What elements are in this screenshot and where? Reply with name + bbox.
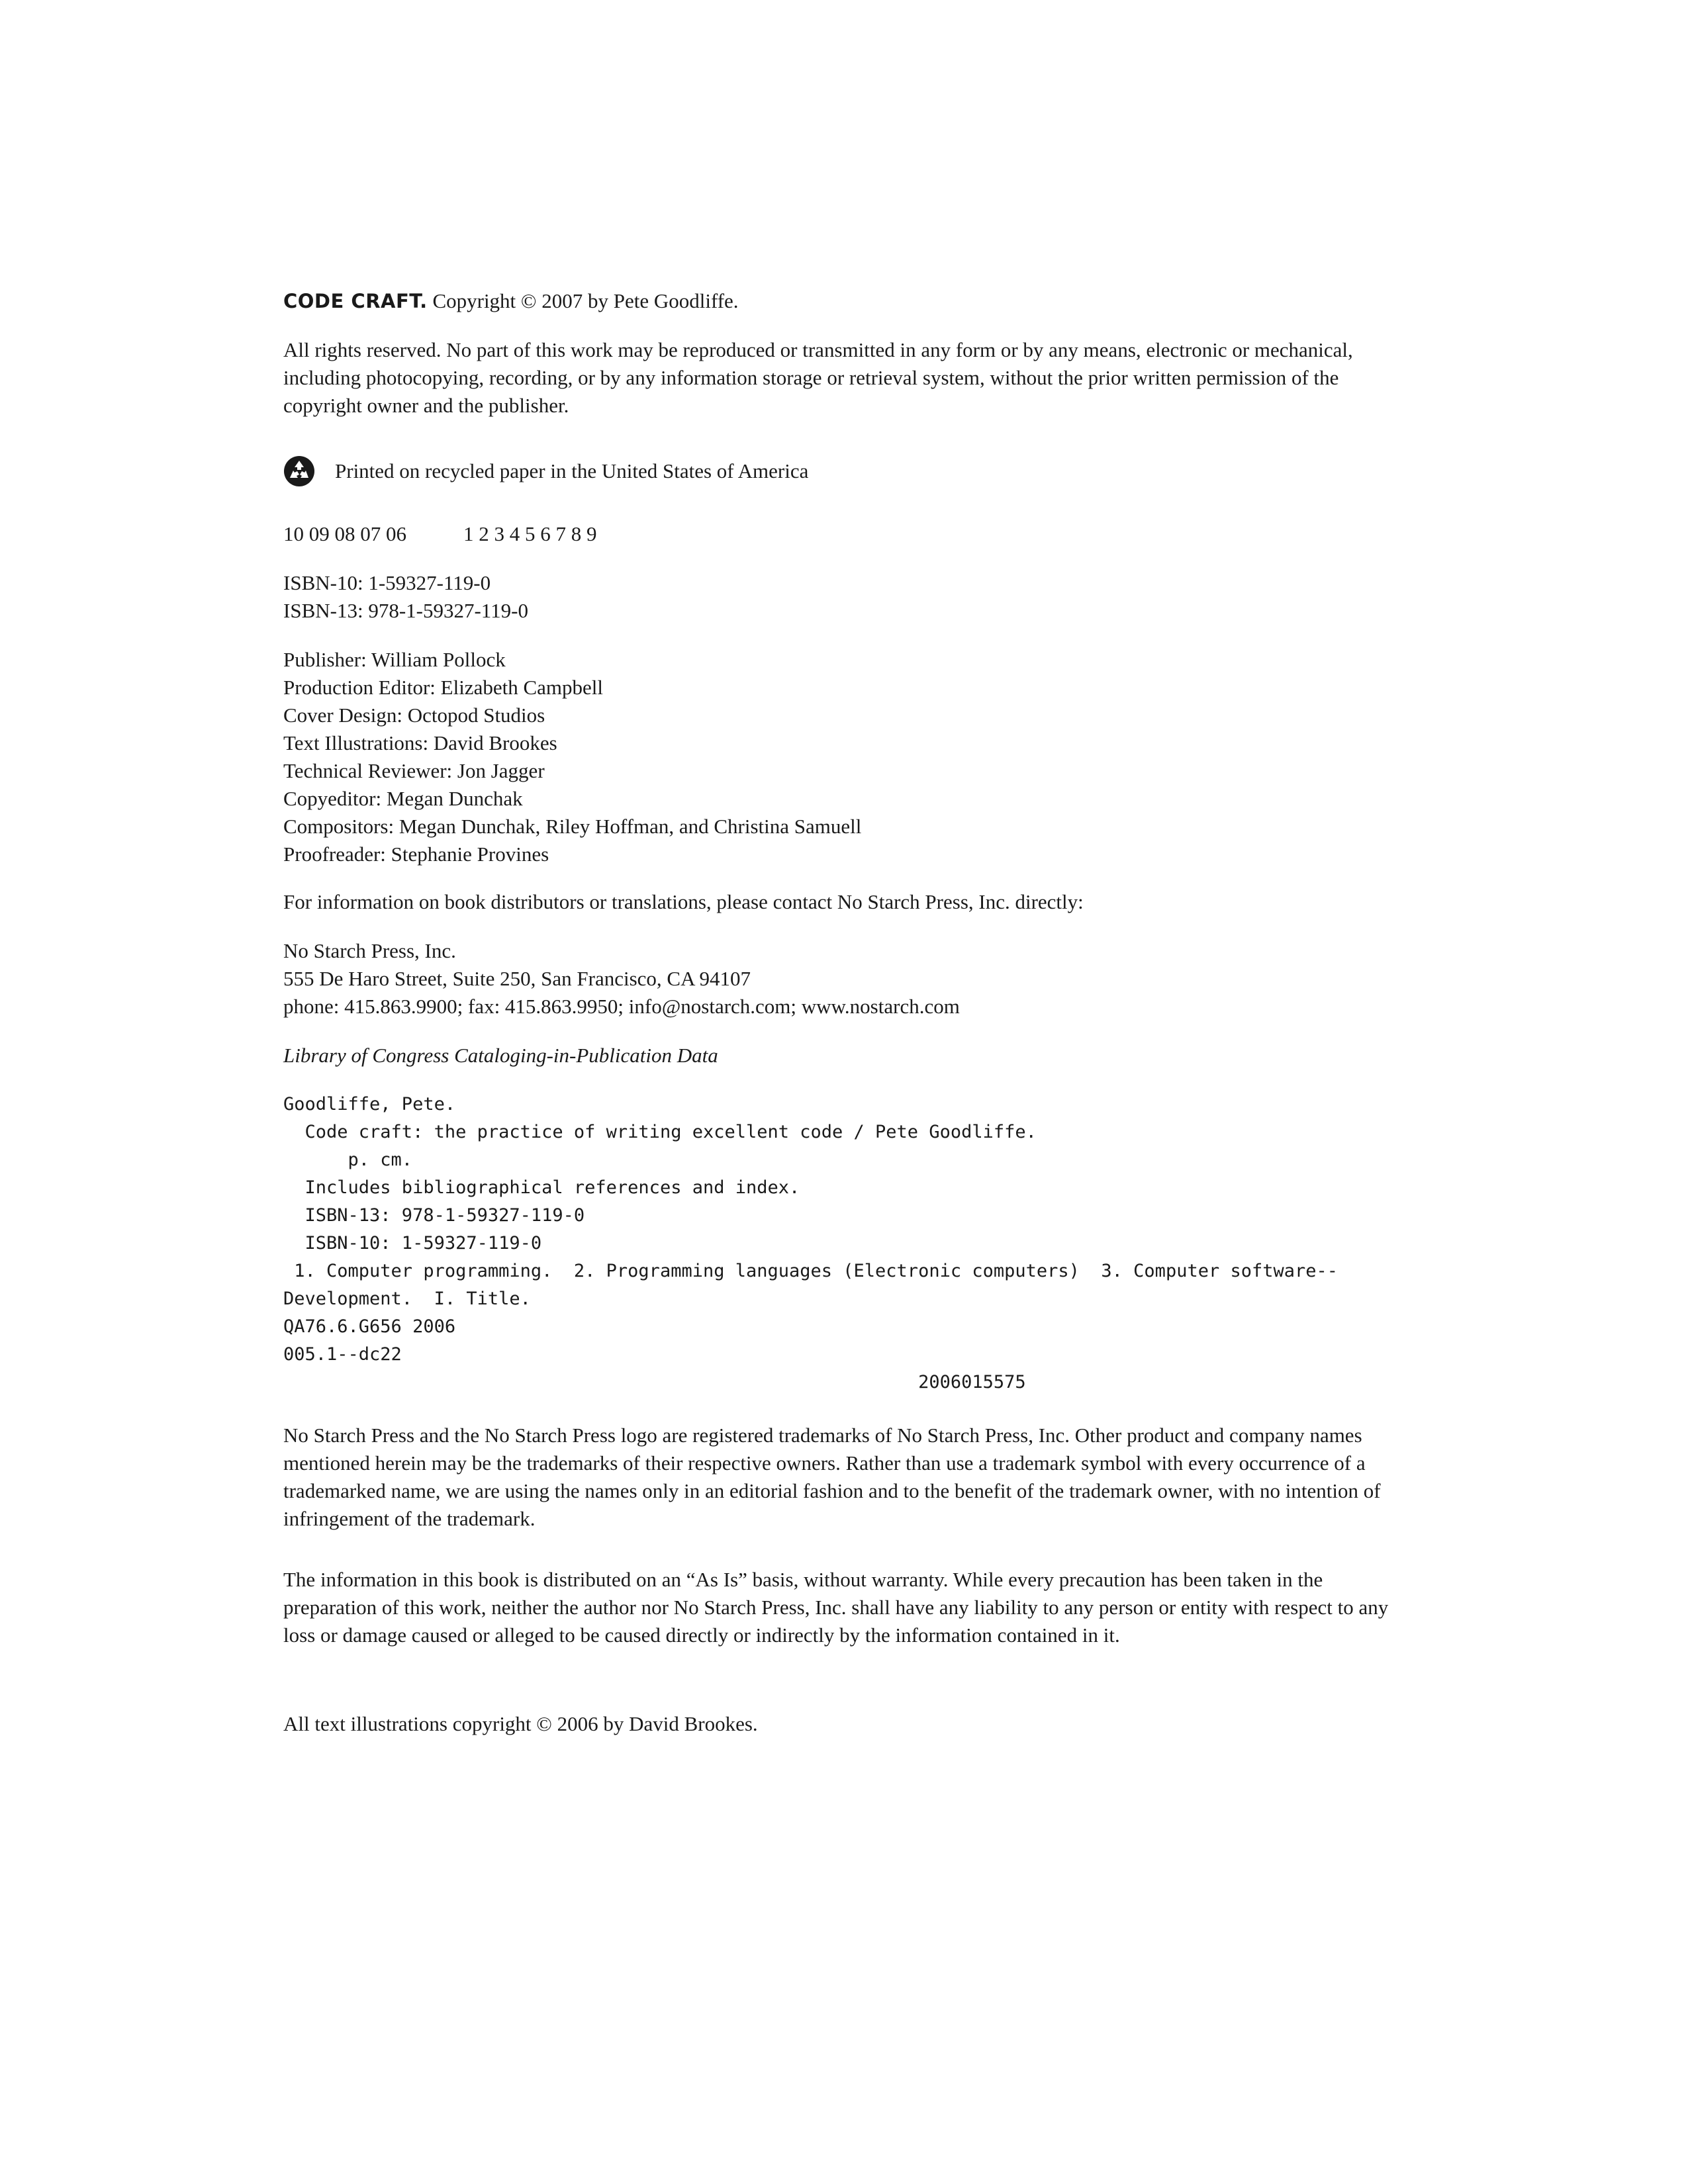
recycled-block xyxy=(283,455,1409,487)
cip-heading: Library of Congress Cataloging-in-Publication Data xyxy=(283,1044,718,1067)
credit-line: Compositors: Megan Dunchak, Riley Hoffman, and Christina Samuell xyxy=(283,815,862,838)
credit-line: Publisher: William Pollock xyxy=(283,648,506,671)
cip-line: Code craft: the practice of writing excellent code / Pete Goodliffe. xyxy=(283,1122,1037,1142)
credit-line: Copyeditor: Megan Dunchak xyxy=(283,787,523,810)
isbn-10: ISBN-10: 1-59327-119-0 xyxy=(283,571,491,594)
credit-line: Technical Reviewer: Jon Jagger xyxy=(283,759,545,782)
address-line: No Starch Press, Inc. xyxy=(283,939,456,962)
printing-block xyxy=(283,520,1409,548)
cip-line: QA76.6.G656 2006 xyxy=(283,1316,456,1337)
trademark-paragraph: No Starch Press and the No Starch Press logo are registered trademarks of No Starch Press, Inc. Other product and company names mentioned herein may be the trademarks of their respective owners. Rather than use a trademark symbol with every occurrence of a trademarked name, we are using the names only in an editorial fashion and to the benefit of the trademark owner, with no intention of infringement of the trademark. xyxy=(283,1424,1386,1530)
warranty-block xyxy=(283,1566,1409,1649)
cip-line: Development. I. Title. xyxy=(283,1289,531,1309)
credit-line: Production Editor: Elizabeth Campbell xyxy=(283,676,603,699)
cip-line: 1. Computer programming. 2. Programming languages (Electronic computers) 3. Computer software-- xyxy=(283,1261,1338,1281)
rights-block xyxy=(283,336,1409,420)
cip-line: 005.1--dc22 xyxy=(283,1344,402,1365)
address-block xyxy=(283,937,1409,1021)
copyright-notice: Copyright © 2007 by Pete Goodliffe. xyxy=(427,289,739,312)
cip-line: Goodliffe, Pete. xyxy=(283,1094,456,1115)
credit-line: Cover Design: Octopod Studios xyxy=(283,704,545,727)
illustrations-credit: All text illustrations copyright © 2006 by David Brookes. xyxy=(283,1712,758,1735)
trademark-block xyxy=(283,1422,1409,1533)
address-line: phone: 415.863.9900; fax: 415.863.9950; info@nostarch.com; www.nostarch.com xyxy=(283,995,960,1018)
isbn-13: ISBN-13: 978-1-59327-119-0 xyxy=(283,599,528,622)
copyright-block xyxy=(283,287,1409,315)
cip-data-block xyxy=(283,1091,1409,1396)
recycled-text: Printed on recycled paper in the United States of America xyxy=(335,459,809,482)
rights-paragraph: All rights reserved. No part of this work may be reproduced or transmitted in any form or by any means, electronic or mechanical, including photocopying, recording, or by any information storage or retrieval system, without the prior written permission of the copyright owner and the publisher. xyxy=(283,338,1358,417)
credit-line: Text Illustrations: David Brookes xyxy=(283,731,557,754)
warranty-paragraph: The information in this book is distributed on an “As Is” basis, without warranty. While every precaution has been taken in the preparation of this work, neither the author nor No Starch Press, Inc. shall have any liability to any person or entity with respect to any loss or damage caused or alleged to be caused directly or indirectly by the information contained in it. xyxy=(283,1568,1394,1647)
cip-line: ISBN-13: 978-1-59327-119-0 xyxy=(283,1205,585,1226)
credit-line: Proofreader: Stephanie Provines xyxy=(283,842,549,866)
cip-line: 2006015575 xyxy=(283,1372,1026,1392)
book-title: CODE CRAFT. xyxy=(283,290,428,312)
printing-line xyxy=(283,520,1409,548)
cip-line: p. cm. xyxy=(283,1150,413,1170)
printing-numbers: 1 2 3 4 5 6 7 8 9 xyxy=(463,522,597,545)
isbn-block xyxy=(283,569,1409,625)
contact-intro: For information on book distributors or translations, please contact No Starch Press, Inc. directly: xyxy=(283,890,1084,913)
cip-heading-block xyxy=(283,1042,1409,1069)
printing-years: 10 09 08 07 06 xyxy=(283,522,406,545)
illustrations-block xyxy=(283,1710,1409,1738)
address-line: 555 De Haro Street, Suite 250, San Francisco, CA 94107 xyxy=(283,967,751,990)
contact-intro-block xyxy=(283,888,1409,916)
cip-line: ISBN-10: 1-59327-119-0 xyxy=(283,1233,542,1253)
cip-line: Includes bibliographical references and index. xyxy=(283,1177,800,1198)
copyright-line xyxy=(283,287,1409,315)
recycle-icon xyxy=(283,455,315,487)
credits-block xyxy=(283,646,1409,868)
